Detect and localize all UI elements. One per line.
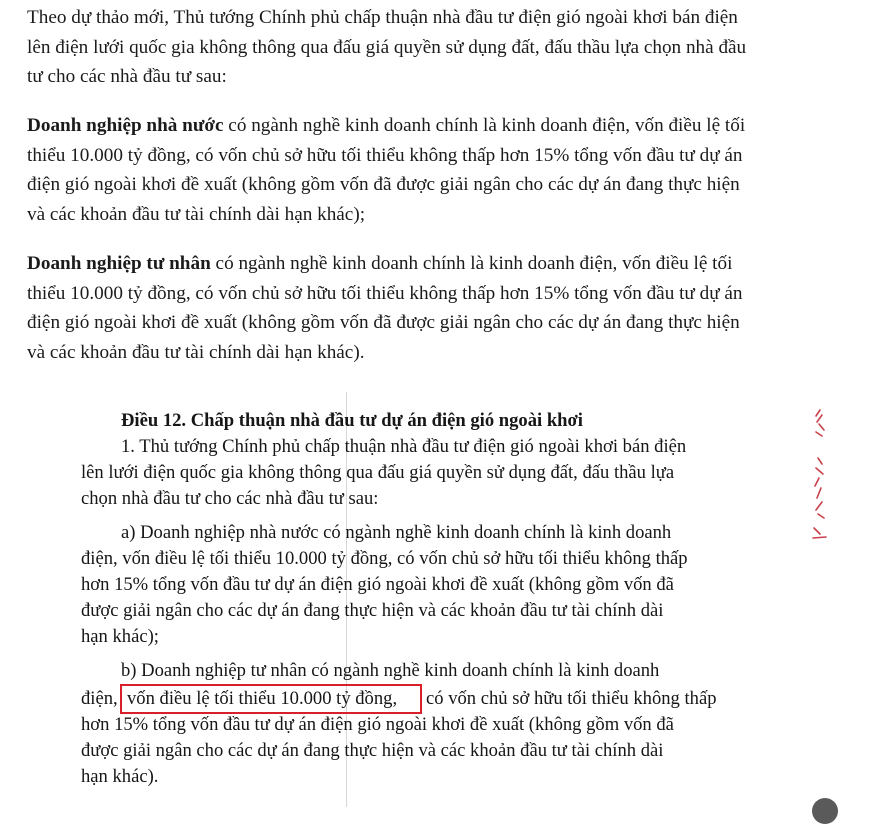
article-12-title: Điều 12. Chấp thuận nhà đầu tư dự án điện gió ngoài khơi — [121, 410, 583, 431]
state-enterprise-first-line — [27, 111, 745, 141]
state-enterprise-line: thiểu 10.000 tỷ đồng, có vốn chủ sở hữu tối thiểu không thấp hơn 15% tổng vốn đầu tư dự án — [27, 144, 743, 166]
scan-line: hơn 15% tổng vốn đầu tư dự án điện gió ngoài khơi đề xuất (không gồm vốn đã — [81, 714, 674, 735]
scan-line: lên lưới điện quốc gia không thông qua đấu giá quyền sử dụng đất, đấu thầu lựa — [81, 462, 675, 483]
state-enterprise-text: có ngành nghề kinh doanh chính là kinh doanh điện, vốn điều lệ tối — [223, 115, 746, 136]
state-enterprise-line: và các khoản đầu tư tài chính dài hạn khác); — [27, 203, 366, 225]
scan-line: chọn nhà đầu tư cho các nhà đầu tư sau: — [81, 488, 379, 509]
scan-line: điện, vốn điều lệ tối thiểu 10.000 tỷ đồng, có vốn chủ sở hữu tối thiểu không thấp — [81, 548, 688, 569]
intro-line: Theo dự thảo mới, Thủ tướng Chính phủ chấp thuận nhà đầu tư điện gió ngoài khơi bán điện — [27, 7, 738, 28]
private-enterprise-line: thiểu 10.000 tỷ đồng, có vốn chủ sở hữu tối thiểu không thấp hơn 15% tổng vốn đầu tư dự án — [27, 282, 743, 304]
private-enterprise-first-line — [27, 249, 743, 279]
red-highlight-box — [120, 684, 422, 714]
stamp-marks-icon — [804, 406, 830, 541]
private-enterprise-paragraph — [27, 249, 743, 367]
state-enterprise-line: điện gió ngoài khơi đề xuất (không gồm vốn đã được giải ngân cho các dự án đang thực hiện — [27, 174, 740, 195]
state-enterprise-bold: Doanh nghiệp nhà nước — [27, 115, 224, 136]
scan-line: a) Doanh nghiệp nhà nước có ngành nghề kinh doanh chính là kinh doanh — [121, 522, 672, 543]
state-enterprise-paragraph — [27, 111, 745, 229]
scanned-document-image — [0, 392, 880, 807]
private-enterprise-text: có ngành nghề kinh doanh chính là kinh doanh điện, vốn điều lệ tối — [210, 253, 733, 274]
scan-line: 1. Thủ tướng Chính phủ chấp thuận nhà đầu tư điện gió ngoài khơi bán điện — [121, 436, 687, 457]
private-enterprise-line: điện gió ngoài khơi đề xuất (không gồm vốn đã được giải ngân cho các dự án đang thực hiện — [27, 312, 740, 333]
scan-line: hạn khác). — [81, 766, 159, 787]
private-enterprise-bold: Doanh nghiệp tư nhân — [27, 253, 211, 274]
highlighted-capital-requirement: vốn điều lệ tối thiểu 10.000 tỷ đồng, — [127, 688, 398, 709]
intro-paragraph — [27, 3, 746, 92]
scan-line: có vốn chủ sở hữu tối thiểu không thấp — [426, 688, 717, 709]
private-enterprise-line: và các khoản đầu tư tài chính dài hạn khác). — [27, 341, 365, 363]
scan-line: được giải ngân cho các dự án đang thực hiện và các khoản đầu tư tài chính dài — [81, 740, 664, 761]
scan-line: được giải ngân cho các dự án đang thực hiện và các khoản đầu tư tài chính dài — [81, 600, 664, 621]
intro-line: tư cho các nhà đầu tư sau: — [27, 66, 227, 87]
scroll-button-partial[interactable] — [812, 798, 838, 824]
intro-line: lên điện lưới quốc gia không thông qua đấu giá quyền sử dụng đất, đấu thầu lựa chọn nhà đầu — [27, 36, 747, 58]
scan-line: điện, — [81, 688, 118, 709]
scan-line: hạn khác); — [81, 626, 159, 647]
scan-line: hơn 15% tổng vốn đầu tư dự án điện gió ngoài khơi đề xuất (không gồm vốn đã — [81, 574, 674, 595]
scan-line: b) Doanh nghiệp tư nhân có ngành nghề kinh doanh chính là kinh doanh — [121, 660, 660, 681]
